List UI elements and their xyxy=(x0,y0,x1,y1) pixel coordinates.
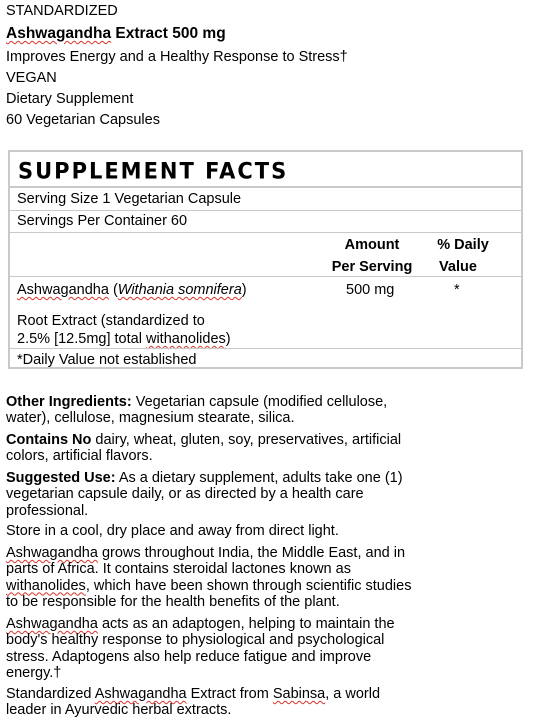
withanolides-term: withanolides xyxy=(145,331,226,347)
contains-no-label: Contains No xyxy=(6,432,92,448)
per-serving-header: Per Serving xyxy=(331,259,413,275)
facts-divider xyxy=(10,210,521,211)
facts-divider xyxy=(10,276,521,277)
source-text-b: Extract from xyxy=(186,686,273,702)
supplement-facts-panel xyxy=(8,150,523,369)
ingredient-open-paren: ( xyxy=(108,282,118,298)
standardized-label: STANDARDIZED xyxy=(6,3,118,19)
facts-divider xyxy=(10,232,521,233)
vegan-label: VEGAN xyxy=(6,70,57,86)
root-extract-line2 xyxy=(17,330,231,348)
tagline: Improves Energy and a Healthy Response to Stress† xyxy=(6,49,348,65)
root-extract-text: 2.5% [12.5mg] total xyxy=(17,331,146,347)
category-label: Dietary Supplement xyxy=(6,91,134,107)
contains-no-text: dairy, wheat, gluten, soy, preservatives, artificial colors, artificial flavors. xyxy=(6,432,402,465)
facts-title: SUPPLEMENT FACTS xyxy=(18,158,289,184)
product-name-lead: Ashwagandha xyxy=(6,25,112,42)
root-extract-close: ) xyxy=(225,331,231,347)
suggested-use-text: As a dietary supplement, adults take one (1) vegetarian capsule daily, or as directed by a health care professional. xyxy=(6,470,403,519)
daily-value-footnote: *Daily Value not established xyxy=(17,352,197,368)
suggested-use xyxy=(6,470,416,519)
origin-text-a: grows throughout India, the Middle East, and in parts of Africa. It contains steroidal lactones known as xyxy=(6,545,406,578)
ingredient-common-name: Ashwagandha xyxy=(17,282,109,298)
source-text-a: Standardized xyxy=(6,686,95,702)
ingredient-name xyxy=(17,281,247,299)
withanolides-term: withanolides xyxy=(6,577,86,594)
storage-note: Store in a cool, dry place and away from direct light. xyxy=(6,523,339,539)
sabinsa-term: Sabinsa xyxy=(272,686,326,702)
value-header: Value xyxy=(439,259,477,275)
ashwagandha-term: Ashwagandha xyxy=(6,616,98,632)
ashwagandha-origin xyxy=(6,545,416,610)
facts-divider xyxy=(10,348,521,349)
ashwagandha-term: Ashwagandha xyxy=(6,545,98,561)
ingredient-close-paren: ) xyxy=(241,282,247,298)
ingredient-daily-value: * xyxy=(454,282,460,298)
capsule-count: 60 Vegetarian Capsules xyxy=(6,112,160,128)
adaptogen-text: acts as an adaptogen, helping to maintain the body's healthy response to physiological and psychological stress. Adaptogens also help reduce fatigue and improve energy.† xyxy=(6,616,395,681)
other-ingredients-label: Other Ingredients: xyxy=(6,394,132,410)
facts-divider xyxy=(10,186,521,188)
ingredient-amount: 500 mg xyxy=(346,282,395,298)
other-ingredients-text: Vegetarian capsule (modified cellulose, water), cellulose, magnesium stearate, silica. xyxy=(6,394,388,427)
adaptogen-paragraph xyxy=(6,616,416,681)
amount-header: Amount xyxy=(344,237,400,253)
other-ingredients xyxy=(6,394,416,427)
product-name-rest: Extract 500 mg xyxy=(111,25,226,42)
root-extract-line1: Root Extract (standardized to xyxy=(17,313,205,329)
servings-per-container: Servings Per Container 60 xyxy=(17,213,188,229)
serving-size: Serving Size 1 Vegetarian Capsule xyxy=(17,191,242,207)
suggested-use-label: Suggested Use: xyxy=(6,470,116,486)
ashwagandha-term: Ashwagandha xyxy=(94,686,187,702)
standardized-source xyxy=(6,686,416,719)
contains-no xyxy=(6,432,416,465)
ingredient-latin-name: Withania somnifera xyxy=(117,282,242,298)
product-name xyxy=(6,25,226,43)
daily-value-header: % Daily xyxy=(437,237,489,253)
source-text-c: , a world leader in Ayurvedic herbal extracts. xyxy=(6,686,381,719)
origin-text-b: , which have been shown through scientific studies to be responsible for the health benefits of the plant. xyxy=(6,577,412,610)
